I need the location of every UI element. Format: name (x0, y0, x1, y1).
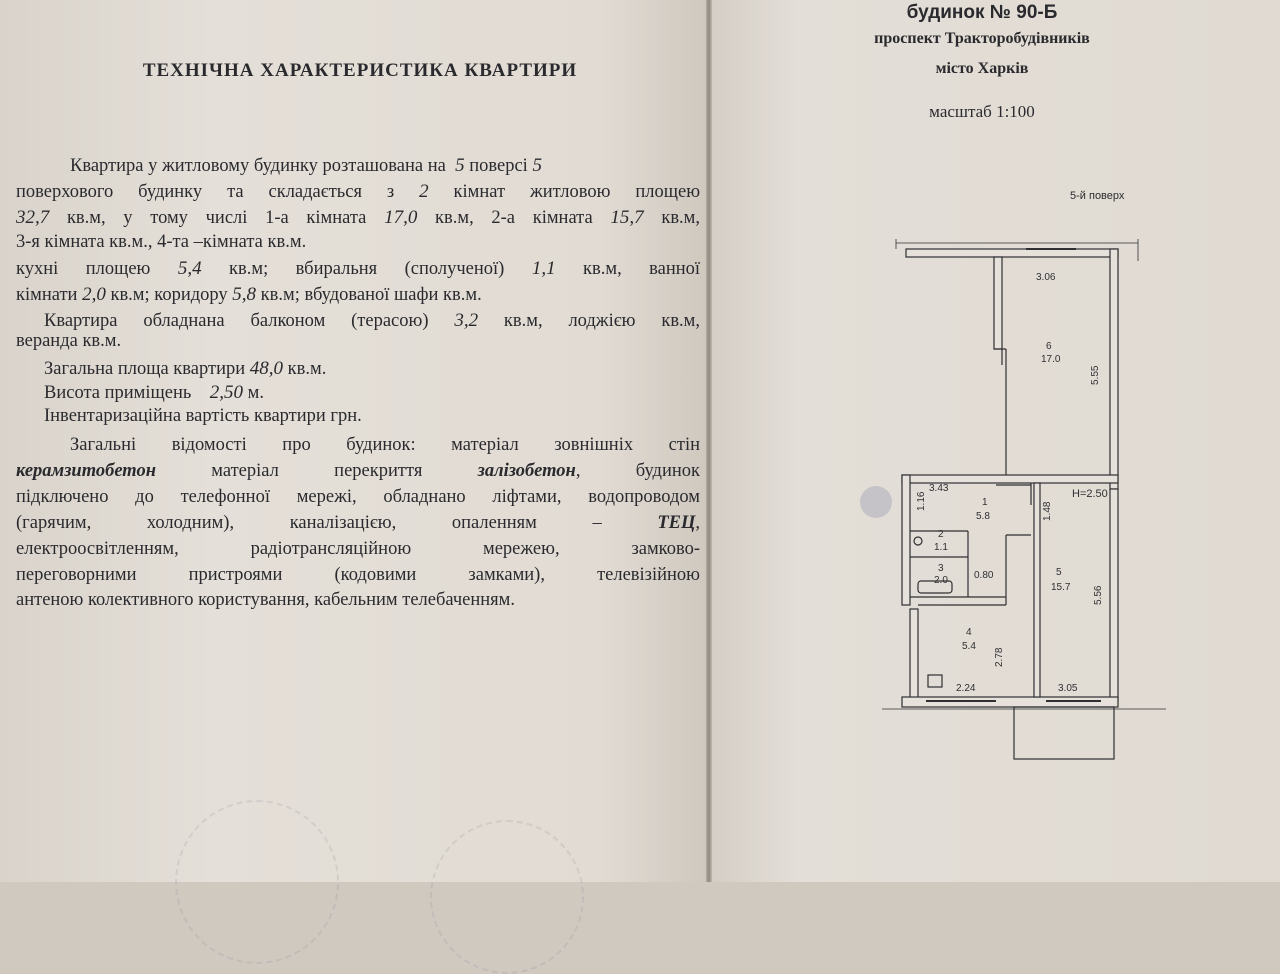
svg-text:1.1: 1.1 (934, 542, 948, 553)
text-line: кімнати 2,0 кв.м; коридору 5,8 кв.м; вбудованої шафи кв.м. (16, 284, 482, 305)
svg-text:5.4: 5.4 (962, 641, 976, 652)
svg-text:4: 4 (966, 627, 972, 638)
corridor-wall (902, 475, 1118, 483)
text-line: переговорними пристроями (кодовими замками), телевізійною (16, 565, 700, 585)
top-wall (906, 249, 1118, 257)
svg-text:5.56: 5.56 (1093, 585, 1104, 605)
svg-text:3.06: 3.06 (1036, 272, 1056, 283)
city-name: місто Харків (935, 60, 1029, 77)
text-line: підключено до телефонної мережі, обладнано ліфтами, водопроводом (16, 487, 700, 507)
text-line: антеною колективного користування, кабельним телебаченням. (16, 590, 516, 610)
svg-text:3: 3 (938, 563, 944, 574)
text-line: керамзитобетон матеріал перекриття залізобетон, будинок (16, 461, 700, 481)
svg-text:2.0: 2.0 (934, 575, 948, 586)
ceiling-height-line: Висота приміщень 2,50 м. (44, 382, 265, 403)
floor-plan (876, 235, 1176, 765)
text-line: електроосвітленням, радіотрансляційною мережею, замково- (16, 539, 700, 559)
text-line: (гарячим, холодним), каналізацією, опаленням – ТЕЦ, (16, 513, 700, 533)
svg-text:2.78: 2.78 (994, 647, 1005, 667)
text-line: веранда кв.м. (16, 331, 122, 351)
svg-text:1: 1 (982, 497, 988, 508)
text-line: кухні площею 5,4 кв.м; вбиральня (сполученої) 1,1 кв.м, ванної (16, 258, 701, 279)
svg-text:3.43: 3.43 (929, 483, 949, 494)
right-wall-upper (1110, 249, 1118, 489)
partition-wall-upper (994, 257, 1002, 349)
svg-text:5: 5 (1056, 567, 1062, 578)
svg-text:2: 2 (938, 529, 944, 540)
street-name: проспект Тракторобудівників (874, 30, 1090, 47)
total-area-line: Загальна площа квартири 48,0 кв.м. (44, 358, 327, 379)
svg-text:1.48: 1.48 (1042, 501, 1053, 521)
text-line: 3-я кімната кв.м., 4-та –кімната кв.м. (16, 232, 307, 252)
svg-text:5.55: 5.55 (1090, 365, 1101, 385)
text-line: Квартира у житловому будинку розташована на 5 поверсі 5 (70, 155, 542, 176)
text-line: Загальні відомості про будинок: матеріал зовнішніх стін (70, 435, 700, 455)
faint-stamp (430, 820, 584, 974)
scale-label: масштаб 1:100 (929, 102, 1035, 121)
svg-text:15.7: 15.7 (1051, 582, 1071, 593)
right-wall-lower (1110, 489, 1118, 701)
text-line: Квартира обладнана балконом (терасою) 3,2 кв.м, лоджією кв.м, (44, 310, 701, 331)
svg-text:1.16: 1.16 (916, 491, 927, 511)
floor-label: 5-й поверх (1070, 190, 1125, 202)
svg-text:17.0: 17.0 (1041, 354, 1061, 365)
svg-text:2.24: 2.24 (956, 683, 976, 694)
svg-text:H=2.50: H=2.50 (1072, 488, 1108, 500)
faint-stamp (175, 800, 339, 964)
text-line: 32,7 кв.м, у тому числі 1-а кімната 17,0 кв.м, 2-а кімната 15,7 кв.м, (16, 207, 701, 228)
svg-text:0.80: 0.80 (974, 570, 994, 581)
left-wall (902, 475, 910, 605)
svg-text:6: 6 (1046, 341, 1052, 352)
svg-text:3.05: 3.05 (1058, 683, 1078, 694)
text-line: поверхового будинку та складається з 2 кімнат житловою площею (16, 181, 701, 202)
svg-text:5.8: 5.8 (976, 511, 990, 522)
document-title: ТЕХНІЧНА ХАРАКТЕРИСТИКА КВАРТИРИ (142, 60, 578, 81)
inventory-value-line: Інвентаризаційна вартість квартири грн. (44, 406, 362, 426)
building-number: будинок № 90-Б (906, 2, 1058, 23)
